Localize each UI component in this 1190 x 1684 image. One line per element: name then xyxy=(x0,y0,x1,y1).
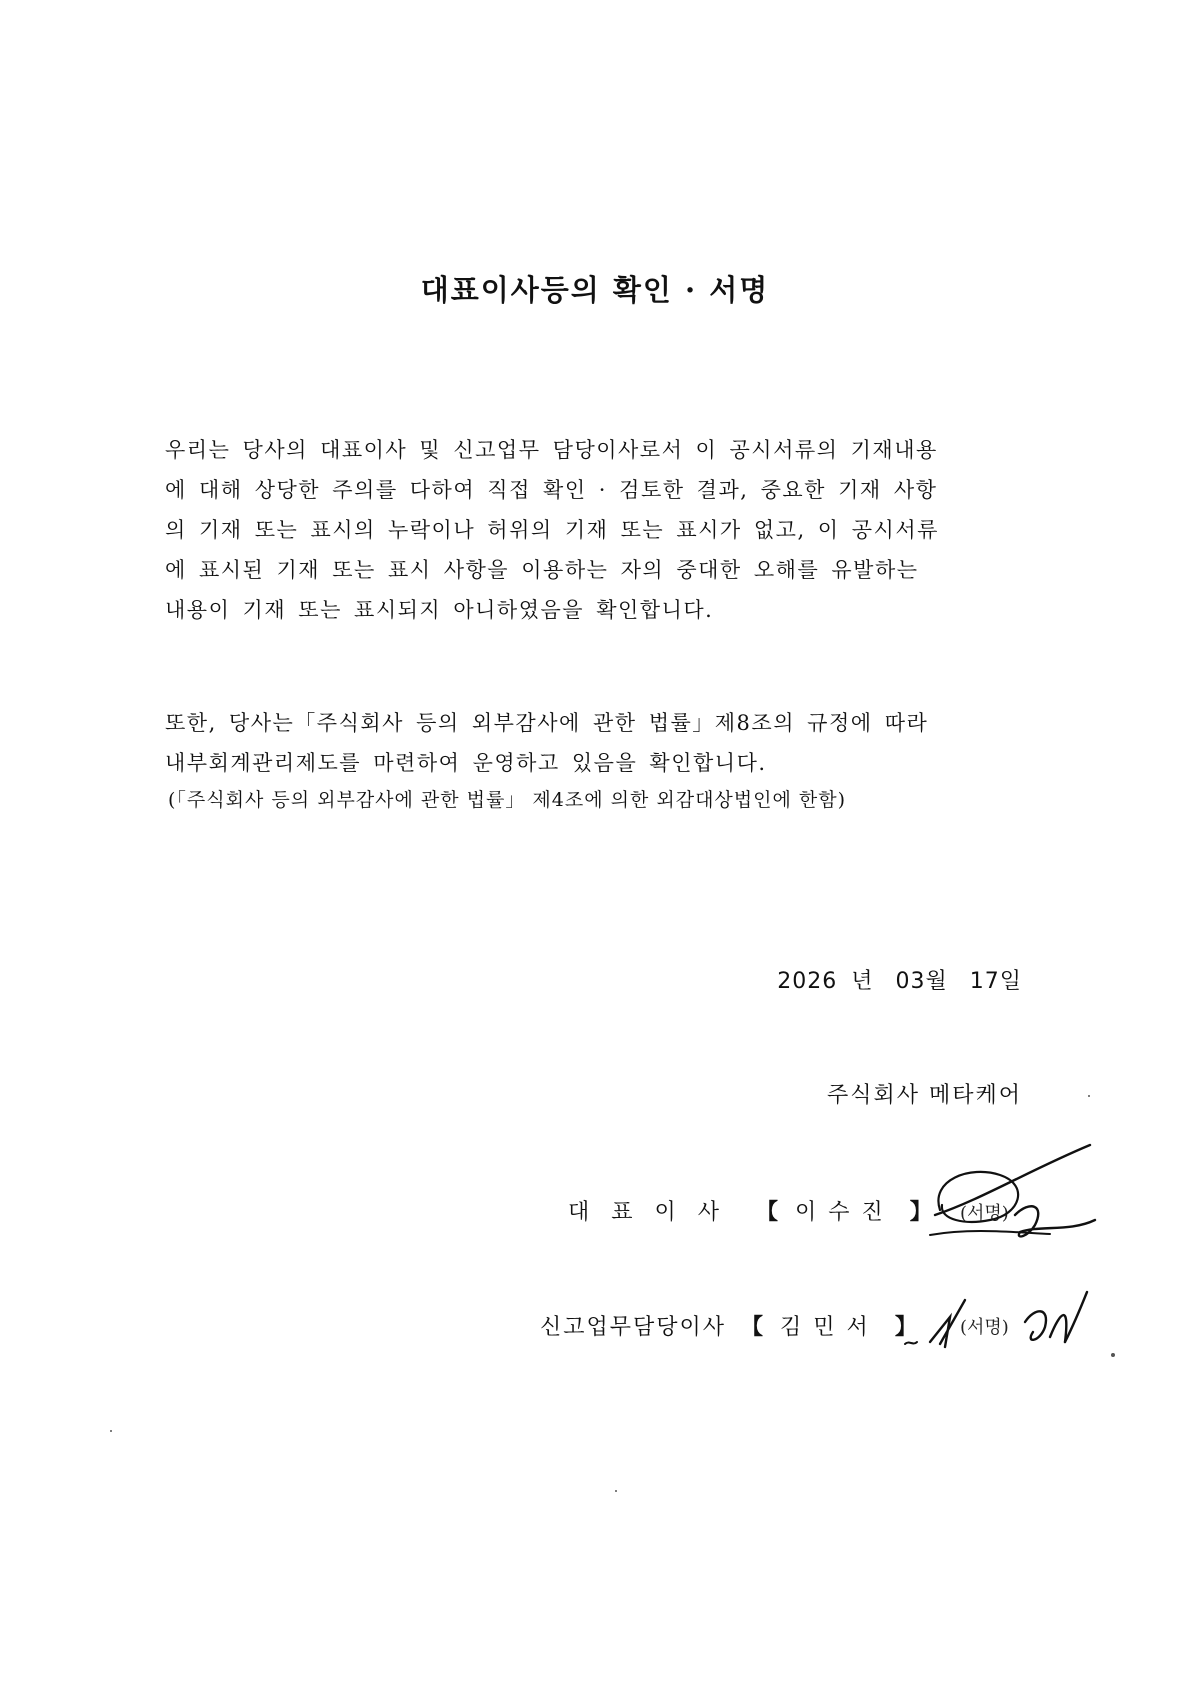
scan-speck xyxy=(110,1430,112,1432)
signer-row-ceo xyxy=(568,1195,940,1226)
date-year-unit: 년 xyxy=(851,969,874,994)
open-bracket: 【 xyxy=(756,1199,781,1225)
confirmation-paragraph xyxy=(165,430,1025,630)
paragraph-line: 에 대해 상당한 주의를 다하여 직접 확인 · 검토한 결과, 중요한 기재 사항 xyxy=(165,478,938,502)
officer-signature-icon xyxy=(905,1272,1095,1372)
scan-speck xyxy=(615,1490,617,1492)
date-year: 2026 xyxy=(777,969,838,994)
close-bracket: 】 xyxy=(894,1314,919,1340)
paragraph-line: 또한, 당사는「주식회사 등의 외부감사에 관한 법률」제8조의 규정에 따라 xyxy=(165,711,929,735)
footnote: (「주식회사 등의 외부감사에 관한 법률」 제4조에 의한 외감대상법인에 한함) xyxy=(168,789,846,811)
date-day: 17일 xyxy=(969,969,1022,994)
signer-row-disclosure-officer xyxy=(540,1310,925,1341)
signer-role: 대표이사 xyxy=(568,1200,742,1225)
company-name: 주식회사 메타케어 xyxy=(826,1083,1022,1108)
signer-name: 김민서 xyxy=(780,1315,880,1340)
ceo-signature-icon xyxy=(920,1140,1095,1250)
document-date xyxy=(771,964,1022,995)
paragraph-line: 의 기재 또는 표시의 누락이나 허위의 기재 또는 표시가 없고, 이 공시서류 xyxy=(165,518,939,542)
date-month: 03월 xyxy=(895,969,948,994)
scan-speck xyxy=(1088,1095,1090,1097)
close-bracket: 】 xyxy=(909,1199,934,1225)
open-bracket: 【 xyxy=(741,1314,766,1340)
internal-control-paragraph xyxy=(165,703,1025,783)
signer-role: 신고업무담당이사 xyxy=(540,1315,727,1340)
paragraph-line: 내부회계관리제도를 마련하여 운영하고 있음을 확인합니다. xyxy=(165,751,767,775)
paragraph-line: 내용이 기재 또는 표시되지 아니하였음을 확인합니다. xyxy=(165,598,714,622)
scan-speck xyxy=(1111,1353,1115,1357)
signer-name: 이수진 xyxy=(795,1200,895,1225)
sign-label: (서명) xyxy=(960,1317,1009,1338)
sign-label: (서명) xyxy=(960,1203,1009,1224)
document-title: 대표이사등의 확인 · 서명 xyxy=(420,273,770,307)
paragraph-line: 에 표시된 기재 또는 표시 사항을 이용하는 자의 중대한 오해를 유발하는 xyxy=(165,558,919,582)
paragraph-line: 우리는 당사의 대표이사 및 신고업무 담당이사로서 이 공시서류의 기재내용 xyxy=(165,438,938,462)
